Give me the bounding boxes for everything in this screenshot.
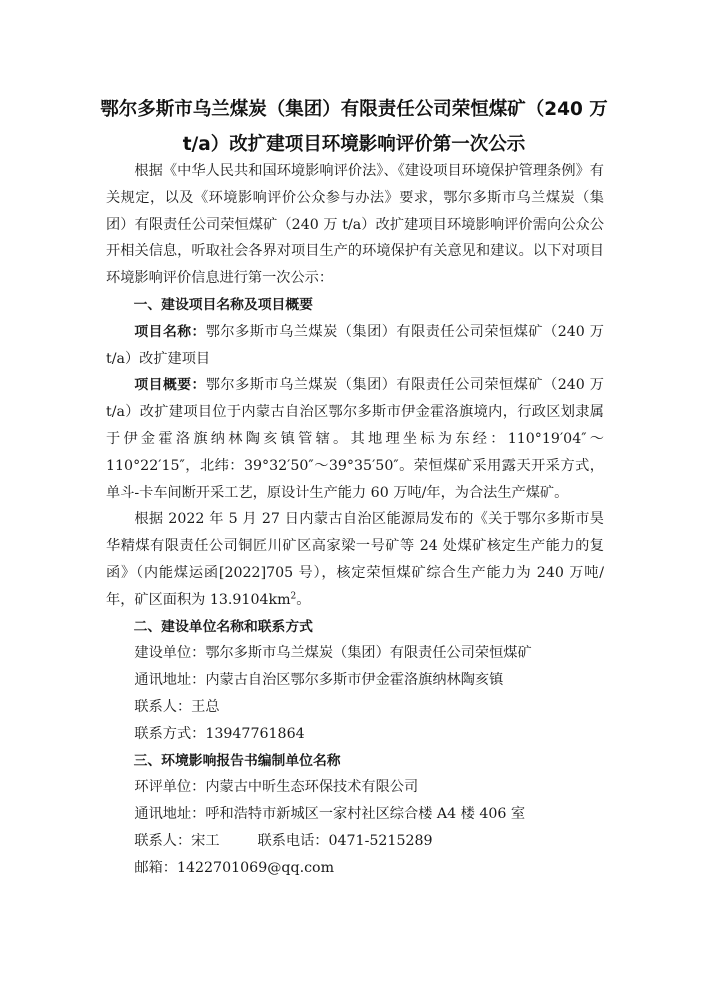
builder-address: 通讯地址：内蒙古自治区鄂尔多斯市伊金霍洛旗纳林陶亥镇 — [134, 672, 504, 689]
eia-contact: 联系人：宋工 — [134, 832, 220, 849]
title-line-2: t/a）改扩建项目环境影响评价第一次公示 — [182, 134, 526, 155]
capacity-end: 。 — [296, 591, 311, 608]
project-overview-paragraph — [106, 372, 604, 506]
project-overview-label: 项目概要： — [134, 377, 206, 394]
capacity-text: 根据 2022 年 5 月 27 日内蒙古自治区能源局发布的《关于鄂尔多斯市昊华精煤有限责任公司铜匠川矿区高家梁一号矿等 24 处煤矿核定生产能力的复函》（内能煤运函[2022]705 号），核定荣恒煤矿综合生产能力为 240 万吨/年，矿区面积为 13.9104km — [106, 511, 604, 608]
builder-contact: 联系人：王总 — [134, 698, 220, 715]
intro-paragraph: 根据《中华人民共和国环境影响评价法》、《建设项目环境保护管理条例》有关规定，以及《环境影响评价公众参与办法》要求，鄂尔多斯市乌兰煤炭（集团）有限责任公司荣恒煤矿（240 万 t/a）改扩建项目环境影响评价需向公众公开相关信息，听取社会各界对项目生产的环境保护有关意见和建议。以下对项目环境影响评价信息进行第一次公示： — [106, 163, 604, 287]
project-name-label: 项目名称： — [134, 323, 206, 340]
project-name-value: 鄂尔多斯市乌兰煤炭（集团）有限责任公司荣恒煤矿（240 万 t/a）改扩建项目 — [106, 323, 604, 367]
area-superscript: 2 — [290, 591, 297, 602]
section-3-heading: 三、环境影响报告书编制单位名称 — [133, 752, 341, 769]
section-1-heading: 一、建设项目名称及项目概要 — [133, 296, 313, 313]
section-2-heading: 二、建设单位名称和联系方式 — [133, 618, 313, 635]
eia-contact-line — [106, 828, 604, 855]
title-line-1: 鄂尔多斯市乌兰煤炭（集团）有限责任公司荣恒煤矿（240 万 — [100, 99, 608, 120]
document-title — [90, 92, 618, 162]
project-overview-value: 鄂尔多斯市乌兰煤炭（集团）有限责任公司荣恒煤矿（240 万 t/a）改扩建项目位于内蒙古自治区鄂尔多斯市伊金霍洛旗境内，行政区划隶属于伊金霍洛旗纳林陶亥镇管辖。其地理坐标为东经：110°19′04″～110°22′15″，北纬：39°32′50″～39°35′50″。荣恒煤矿采用露天开采方式，单斗-卡车间断开采工艺，原设计生产能力 60 万吨/年，为合法生产煤矿。 — [106, 377, 604, 501]
eia-phone: 联系电话：0471-5215289 — [257, 832, 433, 849]
eia-address: 通讯地址：呼和浩特市新城区一家村社区综合楼 A4 楼 406 室 — [134, 806, 526, 823]
builder-phone: 联系方式：13947761864 — [134, 725, 305, 742]
eia-email: 邮箱：1422701069@qq.com — [134, 859, 335, 876]
capacity-paragraph — [106, 506, 604, 613]
project-name-paragraph — [106, 319, 604, 373]
eia-unit: 环评单位：内蒙古中昕生态环保技术有限公司 — [134, 779, 419, 796]
builder-unit: 建设单位：鄂尔多斯市乌兰煤炭（集团）有限责任公司荣恒煤矿 — [134, 645, 532, 662]
document-body — [106, 158, 604, 882]
